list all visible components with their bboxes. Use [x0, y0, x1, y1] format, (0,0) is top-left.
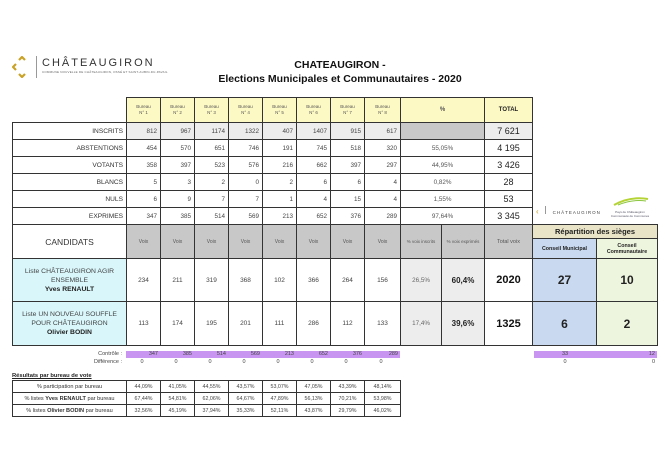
voix-header: Voix — [263, 225, 297, 259]
cell-pct: 1,55% — [401, 191, 485, 208]
cell-value: 4 — [297, 191, 331, 208]
row-label: NULS — [13, 191, 127, 208]
cell-value: 6 — [297, 174, 331, 191]
difference-value: 0 — [276, 359, 280, 365]
cell-pct: 44,95% — [401, 157, 485, 174]
control-value: 289 — [364, 351, 400, 358]
row-label: EXPRIMES — [13, 208, 127, 225]
cell-pct: 43,39% — [331, 381, 365, 393]
cell-pct: 54,81% — [161, 393, 195, 405]
cell-value: 514 — [195, 208, 229, 225]
cell-value: 216 — [263, 157, 297, 174]
title-line-2: Elections Municipales et Communautaires - 2020 — [218, 73, 462, 85]
stats-row-inscrits — [13, 123, 658, 140]
cell-total: 3 345 — [485, 208, 533, 225]
control-value: 376 — [330, 351, 364, 358]
cell-value: 358 — [127, 157, 161, 174]
difference-seats: 0 — [563, 359, 567, 365]
total-voix-header: Total voix — [485, 225, 533, 259]
cell-value: 2 — [195, 174, 229, 191]
cell-pct: 45,19% — [161, 405, 195, 417]
cell-pct: 53,98% — [365, 393, 401, 405]
cell-value: 397 — [161, 157, 195, 174]
chateaugiron-logo — [12, 54, 192, 84]
logo-mark-icon — [12, 56, 32, 78]
pct-header: % — [401, 98, 485, 123]
cell-value: 347 — [127, 208, 161, 225]
difference-value: 0 — [344, 359, 348, 365]
candidate-label: Liste UN NOUVEAU SOUFFLE POUR CHÂTEAUGIRON Olivier BODIN — [13, 302, 127, 346]
voix-header: Voix — [297, 225, 331, 259]
cell-value: 1174 — [195, 123, 229, 140]
repartition-header: Répartition des sièges — [533, 225, 658, 239]
bureau-header: Bureau N° 4 — [229, 98, 263, 123]
voix-header: Voix — [195, 225, 229, 259]
row-label: % listes Yves RENAULT par bureau — [13, 393, 127, 405]
cell-pct-exprimes: 39,6% — [442, 302, 485, 346]
difference-value: 0 — [242, 359, 246, 365]
cell-pct: 52,11% — [263, 405, 297, 417]
cell-pct: 62,06% — [195, 393, 229, 405]
pct-exprimes-header: % voix exprimés — [442, 225, 485, 259]
cell-voix: 112 — [331, 302, 365, 346]
cell-voix: 319 — [195, 259, 229, 302]
cell-value: 569 — [229, 208, 263, 225]
cell-pct: 47,05% — [297, 381, 331, 393]
control-seats-municipal: 33 — [534, 351, 598, 358]
cell-voix: 264 — [331, 259, 365, 302]
row-label: % listes Olivier BODIN par bureau — [13, 405, 127, 417]
conseil-communautaire-header: Conseil Communautaire — [597, 239, 658, 259]
control-value: 569 — [228, 351, 262, 358]
cell-value: 967 — [161, 123, 195, 140]
cell-pct: 53,07% — [263, 381, 297, 393]
cell-pct: 48,14% — [365, 381, 401, 393]
cell-value: 191 — [263, 140, 297, 157]
cell-value: 617 — [365, 123, 401, 140]
participation-row — [13, 381, 401, 393]
cell-value: 746 — [229, 140, 263, 157]
cell-total: 7 621 — [485, 123, 533, 140]
cell-value: 6 — [331, 174, 365, 191]
difference-seats: 0 — [651, 359, 655, 365]
voix-header: Voix — [229, 225, 263, 259]
cell-value: 812 — [127, 123, 161, 140]
cell-total: 28 — [485, 174, 533, 191]
cell-value: 570 — [161, 140, 195, 157]
candidate-label: Liste CHÂTEAUGIRON AGIR ENSEMBLE Yves RENAULT — [13, 259, 127, 302]
cell-pct: 56,13% — [297, 393, 331, 405]
cell-total: 53 — [485, 191, 533, 208]
control-value: 514 — [194, 351, 228, 358]
cell-pct: 43,87% — [297, 405, 331, 417]
cell-pct: 55,05% — [401, 140, 485, 157]
cell-pct — [401, 123, 485, 140]
cell-voix: 286 — [297, 302, 331, 346]
cell-value: 576 — [229, 157, 263, 174]
cell-value: 652 — [297, 208, 331, 225]
stats-row-abstentions — [13, 140, 658, 157]
cell-pct: 44,55% — [195, 381, 229, 393]
bureau-header: Bureau N° 7 — [331, 98, 365, 123]
bureau-header-row — [13, 98, 658, 123]
conseil-municipal-header: Conseil Municipal — [533, 239, 597, 259]
row-label: ABSTENTIONS — [13, 140, 127, 157]
logo-text: CHÂTEAUGIRON — [42, 57, 155, 69]
control-section — [0, 350, 665, 370]
voix-header: Voix — [161, 225, 195, 259]
bodin-share-row — [13, 405, 401, 417]
candidates-header: CANDIDATS — [13, 225, 127, 259]
cell-pct-inscrits: 17,4% — [401, 302, 442, 346]
control-value: 213 — [262, 351, 296, 358]
cell-voix: 156 — [365, 259, 401, 302]
candidate-row-bodin — [13, 302, 658, 346]
cell-value: 745 — [297, 140, 331, 157]
cell-value: 4 — [365, 174, 401, 191]
row-label: VOTANTS — [13, 157, 127, 174]
seats-communautaire: 10 — [597, 259, 658, 302]
cell-voix: 211 — [161, 259, 195, 302]
cell-pct: 35,33% — [229, 405, 263, 417]
control-value: 385 — [160, 351, 194, 358]
cell-value: 1407 — [297, 123, 331, 140]
cell-voix: 201 — [229, 302, 263, 346]
cell-voix: 113 — [127, 302, 161, 346]
bureau-header: Bureau N° 2 — [161, 98, 195, 123]
cell-value: 6 — [127, 191, 161, 208]
cell-value: 1 — [263, 191, 297, 208]
cell-total-voix: 2020 — [485, 259, 533, 302]
cell-pct: 70,21% — [331, 393, 365, 405]
cell-pct: 32,56% — [127, 405, 161, 417]
control-label: Contrôle : — [98, 351, 122, 357]
cell-value: 397 — [331, 157, 365, 174]
difference-value: 0 — [310, 359, 314, 365]
difference-value: 0 — [174, 359, 178, 365]
cell-value: 0 — [229, 174, 263, 191]
row-label: BLANCS — [13, 174, 127, 191]
cell-pct-inscrits: 26,5% — [401, 259, 442, 302]
cell-value: 915 — [331, 123, 365, 140]
cell-voix: 234 — [127, 259, 161, 302]
difference-value: 0 — [140, 359, 144, 365]
cell-pct: 43,57% — [229, 381, 263, 393]
cell-value: 3 — [161, 174, 195, 191]
cell-value: 454 — [127, 140, 161, 157]
difference-value: 0 — [208, 359, 212, 365]
cell-value: 4 — [365, 191, 401, 208]
voix-header: Voix — [365, 225, 401, 259]
logo-divider — [36, 56, 37, 78]
cell-pct: 44,09% — [127, 381, 161, 393]
renault-share-row — [13, 393, 401, 405]
cell-value: 407 — [263, 123, 297, 140]
cell-value: 213 — [263, 208, 297, 225]
voix-header: Voix — [331, 225, 365, 259]
results-table — [12, 97, 658, 346]
title-line-1: CHATEAUGIRON - — [294, 59, 386, 71]
cell-total-voix: 1325 — [485, 302, 533, 346]
seats-municipal: 27 — [533, 259, 597, 302]
control-value: 652 — [296, 351, 330, 358]
bureau-header: Bureau N° 6 — [297, 98, 331, 123]
cell-value: 289 — [365, 208, 401, 225]
cell-value: 376 — [331, 208, 365, 225]
leaf-swoosh-icon — [610, 196, 650, 206]
cell-total: 3 426 — [485, 157, 533, 174]
bureau-header: Bureau N° 8 — [365, 98, 401, 123]
stats-row-blancs — [13, 174, 658, 191]
cell-value: 9 — [161, 191, 195, 208]
cell-voix: 366 — [297, 259, 331, 302]
total-header: TOTAL — [485, 98, 533, 123]
bureau-header: Bureau N° 3 — [195, 98, 229, 123]
bureau-header: Bureau N° 5 — [263, 98, 297, 123]
results-by-bureau-table — [12, 380, 401, 417]
cell-pct: 37,94% — [195, 405, 229, 417]
seats-municipal: 6 — [533, 302, 597, 346]
pays-chateaugiron-logo: Pays de Châteaugiron Communauté de Communes — [610, 193, 650, 217]
voix-header: Voix — [127, 225, 161, 259]
cell-pct: 29,79% — [331, 405, 365, 417]
cell-voix: 102 — [263, 259, 297, 302]
page-title — [200, 58, 480, 86]
cell-pct: 0,82% — [401, 174, 485, 191]
cell-pct: 41,05% — [161, 381, 195, 393]
pct-inscrits-header: % voix inscrits — [401, 225, 442, 259]
cell-voix: 133 — [365, 302, 401, 346]
row-label: % participation par bureau — [13, 381, 127, 393]
cell-value: 1322 — [229, 123, 263, 140]
candidates-header-row — [13, 225, 658, 239]
bureau-header: Bureau N° 1 — [127, 98, 161, 123]
cell-value: 651 — [195, 140, 229, 157]
results-by-bureau-title: Résultats par bureau de vote — [12, 373, 92, 379]
difference-value: 0 — [379, 359, 383, 365]
cell-value: 15 — [331, 191, 365, 208]
chateaugiron-small-logo: ‹ CHÂTEAUGIRON — [536, 207, 601, 216]
cell-value: 662 — [297, 157, 331, 174]
row-label: INSCRITS — [13, 123, 127, 140]
cell-value: 523 — [195, 157, 229, 174]
logo-mark-icon: ‹ — [536, 207, 539, 216]
candidate-row-renault — [13, 259, 658, 302]
cell-value: 320 — [365, 140, 401, 157]
cell-value: 385 — [161, 208, 195, 225]
cell-pct-exprimes: 60,4% — [442, 259, 485, 302]
logo-subtitle: COMMUNE NOUVELLE DE CHÂTEAUGIRON, OSSÉ ET SAINT-AUBIN-DU-PAVAIL — [42, 70, 168, 74]
control-seats-communautaire: 12 — [598, 351, 657, 358]
cell-pct: 46,02% — [365, 405, 401, 417]
cell-value: 7 — [195, 191, 229, 208]
cell-pct: 47,89% — [263, 393, 297, 405]
cell-pct: 97,64% — [401, 208, 485, 225]
difference-label: Différence : — [93, 359, 122, 365]
cell-voix: 111 — [263, 302, 297, 346]
cell-value: 7 — [229, 191, 263, 208]
control-value: 347 — [126, 351, 160, 358]
cell-voix: 368 — [229, 259, 263, 302]
cell-pct: 64,67% — [229, 393, 263, 405]
cell-pct: 67,44% — [127, 393, 161, 405]
cell-value: 2 — [263, 174, 297, 191]
cell-voix: 195 — [195, 302, 229, 346]
cell-value: 297 — [365, 157, 401, 174]
cell-voix: 174 — [161, 302, 195, 346]
seats-communautaire: 2 — [597, 302, 658, 346]
cell-total: 4 195 — [485, 140, 533, 157]
cell-value: 518 — [331, 140, 365, 157]
stats-row-votants — [13, 157, 658, 174]
cell-value: 5 — [127, 174, 161, 191]
